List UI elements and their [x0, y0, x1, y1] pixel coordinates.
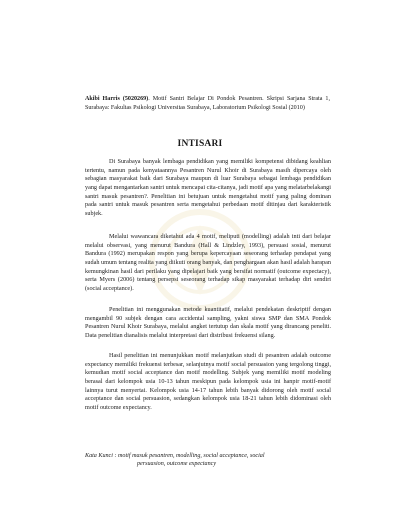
- abstract-paragraph-3: [85, 306, 331, 341]
- paragraph-text: Hasil penelitian ini menunjukkan motif melanjutkan studi di pesantren adalah outcome expectancy memiliki frekuensi terbesar, selanjutnya motif social persuasion yang tergolong tinggi, kemudian motif social acceptance dan motif modelling. Subjek yang memiliki motif modeling berasal dari kelompok usia 10-13 tahun meskipun pada kelompok usia ini hanpir motif-motif lainnya turut menyertai. Kelompok usia 14-17 tahun lebih banyak didorong oleh motif social acceptance dan social persuasion, sedangkan kelompok usia 18-21 tahun lebih didominasi oleh motif outcome expectancy.: [85, 352, 331, 411]
- abstract-paragraph-1: [85, 158, 331, 219]
- abstract-paragraph-2: [85, 233, 331, 294]
- keywords: [85, 452, 331, 469]
- paragraph-text: Penelitian ini menggunakan metode kuantitatif, melalui pendekatan deskriptif dengan mengambil 90 subjek dengan cara accidental sampling, yakni siswa SMP dan SMA Pondok Pesantren Nurul Khoir Surabaya, melalui angket tertutup dan skala motif yang dirancang peneliti. Data penelitian dianalisis melalui interpretasi dari distribusi frekuensi silang.: [85, 306, 331, 339]
- keywords-line-1: motif masuk pesantren, modelling, social acceptance, social: [118, 453, 265, 459]
- citation-text: . Motif Santri Belajar Di Pondok Pesantren. Skripsi Sarjana Strata 1, Surabaya: Fakultas Psikologi Universitas Surabaya, Laboratorium Psikologi Sosial (2010): [85, 96, 331, 111]
- paragraph-text: Melalui wawancara diketahui ada 4 motif, meliputi (modelling) adalah inti dari belajar melalui observasi, yang menurut Bandura (Hall & Lindzley, 1993), persuasi sosial, menurut Bandura (1992) merupakan respon yang berupa kepercayaan seseorang terhadap pendapat yang sudah umum tentang realita yang diikuti orang banyak, dan penghargaan akan hasil adalah harapan kemungkinan hasil dari perilaku yang dipelajari baik yang bersifat normatif (outcome expectacy), serta Myers (2006) tentang persepsi seseorang terhadap sikap masyarakat terhadap diri sendiri (social acceptance).: [85, 233, 331, 292]
- keywords-line-2: persuasion, outcome expectancy: [137, 461, 217, 468]
- paragraph-text: Di Surabaya banyak lembaga pendidikan yang memiliki kompetensi dibidang keahlian tertentu, namun pada kenyataannya Pesantren Nurul Khoir di Surabaya masih dipercaya oleh sebagian masyarakat baik dari Surabaya maupun di luar Surabaya sebagai lembaga pendidikan yang dapat mengantarkan santri untuk mencapai cita-citanya, jadi motif apa yang melatarbelakangi santri masuk pesantren?. Penelitian ini betujuan untuk mengetahui motif yang paling dominan pada santri untuk masuk pesantren serta mengetahui perbedaan motif ditinjau dari karakteristik subjek.: [85, 158, 331, 217]
- citation-author: Akibi Harris (5020269): [85, 96, 149, 102]
- page-title: INTISARI: [177, 139, 223, 149]
- citation: [85, 95, 330, 112]
- keywords-label: Kata Kunci :: [85, 453, 117, 459]
- abstract-paragraph-4: [85, 352, 331, 413]
